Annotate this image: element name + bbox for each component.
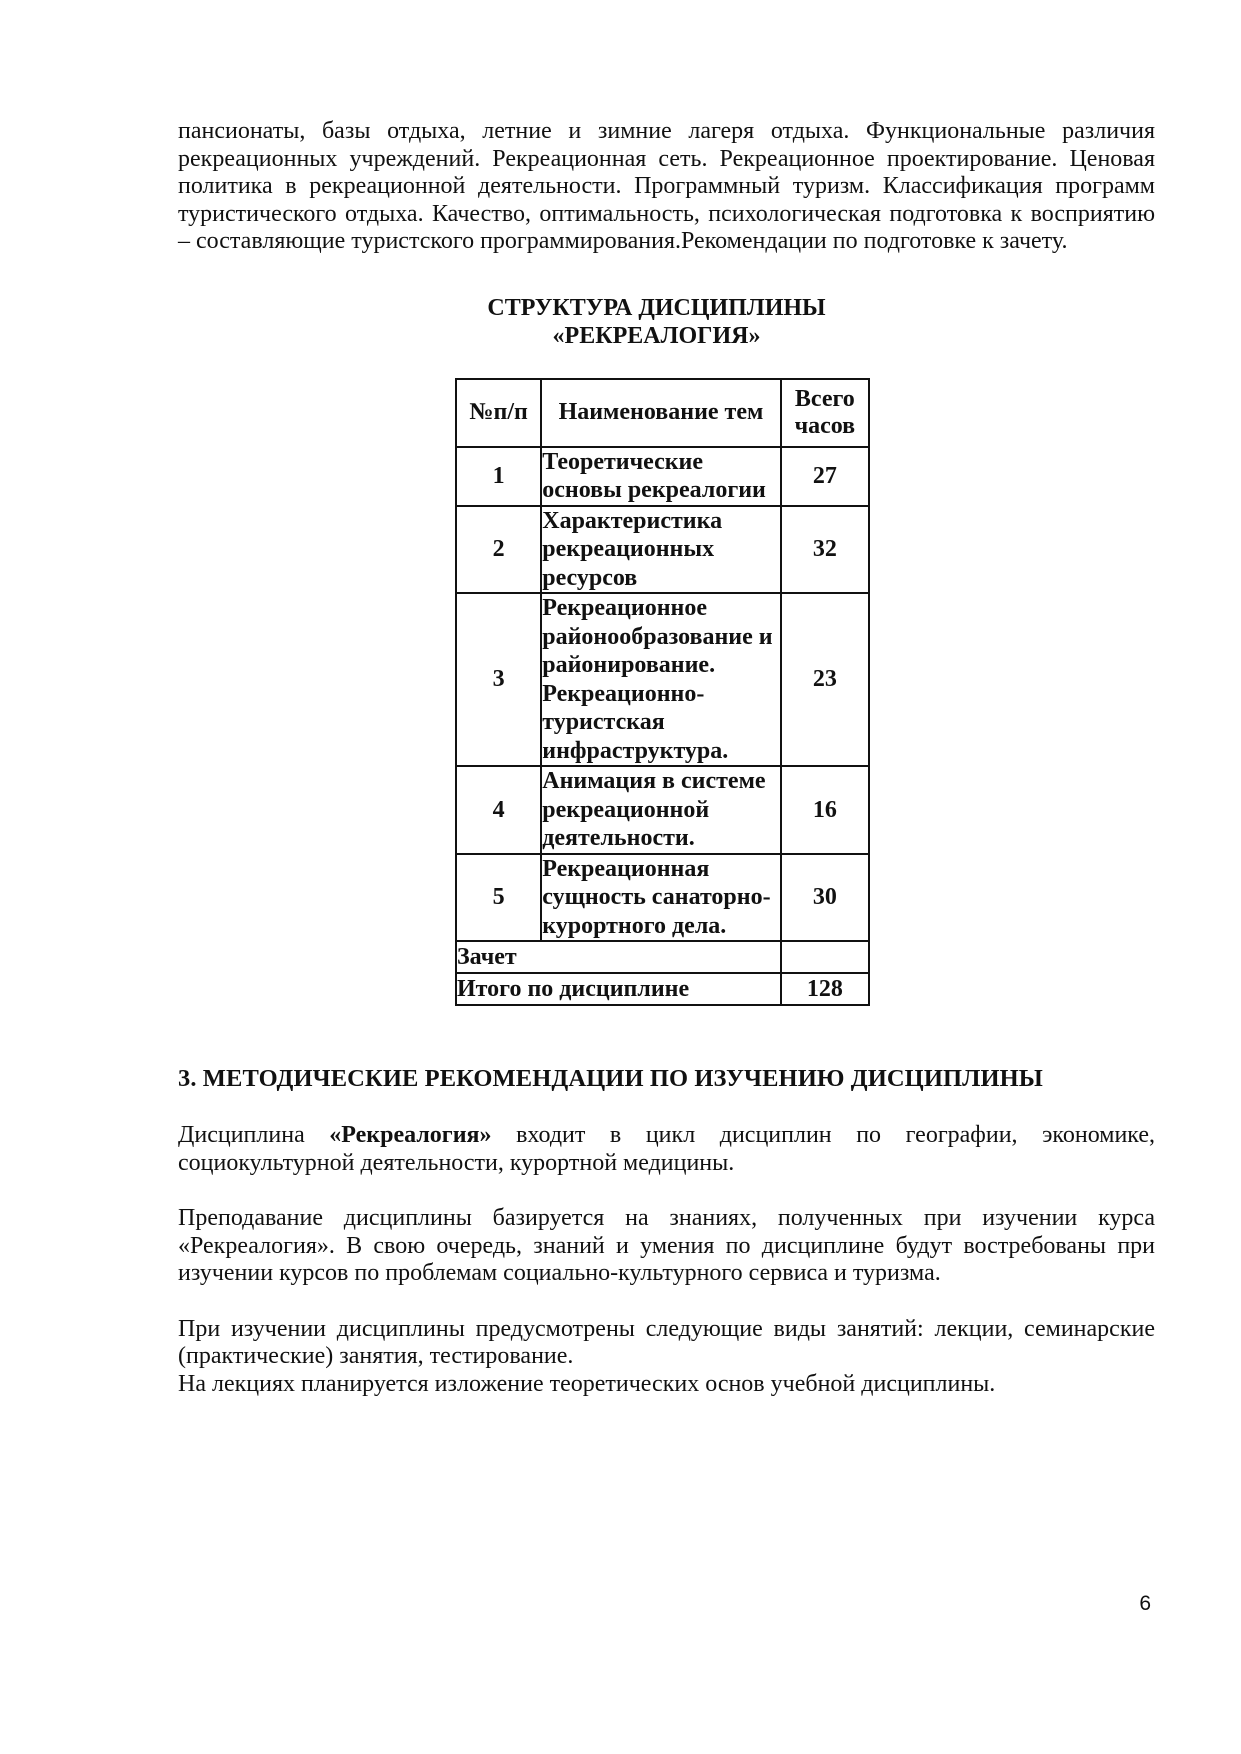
paragraph-classes: При изучении дисциплины предусмотрены следующие виды занятий: лекции, семинарские (практические) занятия, тестирование. [178,1315,1155,1369]
discipline-name: «Рекреалогия» [329,1122,492,1148]
row-topic: Рекреационное районообразование и районирование. Рекреационно-туристская инфраструктура. [541,593,780,766]
row-topic: Характеристика рекреационных ресурсов [541,506,780,594]
table-row [456,593,869,766]
paragraph-teaching: Преподавание дисциплины базируется на знаниях, полученных при изучении курса «Рекреалогия». В свою очередь, знаний и умения по дисциплине будут востребованы при изучении курсов по проблемам социально-культурного сервиса и туризма. [178,1205,1155,1286]
table-total-row [456,973,869,1005]
total-label: Итого по дисциплине [456,973,781,1005]
header-hours-line1: Всего [794,385,855,412]
paragraph-discipline [178,1122,1155,1177]
table-header-row [456,379,869,447]
row-hours: 32 [781,506,869,594]
header-topic: Наименование тем [541,379,780,447]
page-number: 6 [1139,1592,1151,1615]
paragraph-lectures: На лекциях планируется изложение теоретических основ учебной дисциплины. [178,1370,996,1397]
table-row [456,447,869,506]
structure-title [178,294,1155,350]
table-row [456,766,869,854]
total-hours: 128 [781,973,869,1005]
row-hours: 27 [781,447,869,506]
credit-hours [781,941,869,973]
header-hours-line2: часов [794,412,856,439]
row-topic: Теоретические основы рекреалогии [541,447,780,506]
table-row [456,854,869,942]
header-num: №п/п [456,379,541,447]
credit-label: Зачет [456,941,781,973]
row-num: 4 [456,766,541,854]
row-num: 5 [456,854,541,942]
structure-table-wrapper [455,378,870,1007]
paragraph-discipline-end: входит в цикл дисциплин по географии, экономике, социокультурной деятельности, курортной медицины. [178,1122,1155,1176]
structure-title-line2: «РЕКРЕАЛОГИЯ» [552,322,761,349]
row-hours: 30 [781,854,869,942]
row-hours: 23 [781,593,869,766]
structure-title-line1: СТРУКТУРА ДИСЦИПЛИНЫ [487,294,826,321]
row-topic: Рекреационная сущность санаторно-курортного дела. [541,854,780,942]
row-hours: 16 [781,766,869,854]
row-num: 2 [456,506,541,594]
structure-table [455,378,870,1007]
row-num: 1 [456,447,541,506]
header-hours [781,379,869,447]
row-topic: Анимация в системе рекреационной деятельности. [541,766,780,854]
table-credit-row [456,941,869,973]
row-num: 3 [456,593,541,766]
table-row [456,506,869,594]
page-content [178,118,1155,1398]
section-heading: 3. МЕТОДИЧЕСКИЕ РЕКОМЕНДАЦИИ ПО ИЗУЧЕНИЮ ДИСЦИПЛИНЫ [178,1065,1043,1092]
intro-paragraph: пансионаты, базы отдыха, летние и зимние лагеря отдыха. Функциональные различия рекреационных учреждений. Рекреационная сеть. Рекреационное проектирование. Ценовая политика в рекреационной деятельности. Программный туризм. Классификация программ туристического отдыха. Качество, оптимальность, психологическая подготовка к восприятию – составляющие туристского программирования.Рекомендации по подготовке к зачету. [178,118,1155,254]
paragraph-discipline-start: Дисциплина [178,1122,330,1148]
